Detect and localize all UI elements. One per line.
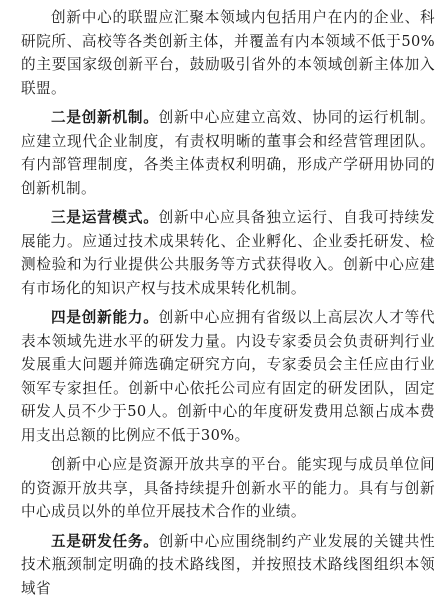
section-heading: 五是研发任务。 [51,533,159,550]
paragraph-text: 创新中心应具备独立运行、自我可持续发展能力。应通过技术成果转化、企业孵化、企业委托研发、检测检验和为行业提供公共服务等方式获得收入。创新中心应建有市场化的知识产权与技术成果转化机制。 [21,209,435,297]
paragraph-text: 创新中心应拥有省级以上高层次人才等代表本领域先进水平的研发力量。内设专家委员会负责研判行业发展重大问题并筛选确定研究方向，专家委员会主任应由行业领军专家担任。创新中心依托公司应有固定的研发团队，固定研发人员不少于50人。创新中心的年度研发费用总额占成本费用支出总额的比例应不低于30%。 [21,309,435,444]
section-heading: 四是创新能力。 [51,309,159,326]
section-heading: 二是创新机制。 [51,109,159,126]
paragraph-innovation-capability [21,306,435,447]
section-heading: 三是运营模式。 [51,209,159,226]
paragraph-text: 创新中心应围绕制约产业发展的关键共性技术瓶颈制定明确的技术路线图，并按照技术路线图组织本领域省 [21,533,435,597]
paragraph-text: 创新中心应建立高效、协同的运行机制。应建立现代企业制度，有责权明晰的董事会和经营管理团队。有内部管理制度，各类主体责权利明确，形成产学研用协同的创新机制。 [21,109,435,197]
paragraph-innovation-mechanism [21,106,435,200]
paragraph-operation-mode [21,206,435,300]
paragraph-resource-sharing [21,453,435,524]
paragraph-text: 创新中心的联盟应汇聚本领域内包括用户在内的企业、科研院所、高校等各类创新主体，并覆盖有内本领域不低于50%的主要国家级创新平台，鼓励吸引省外的本领域创新主体加入联盟。 [21,9,435,97]
paragraph-rd-tasks [21,530,435,600]
paragraph-text: 创新中心应是资源开放共享的平台。能实现与成员单位间的资源开放共享，具备持续提升创新水平的能力。具有与创新中心成员以外的单位开展技术合作的业绩。 [21,456,435,520]
paragraph-alliance [21,6,435,100]
